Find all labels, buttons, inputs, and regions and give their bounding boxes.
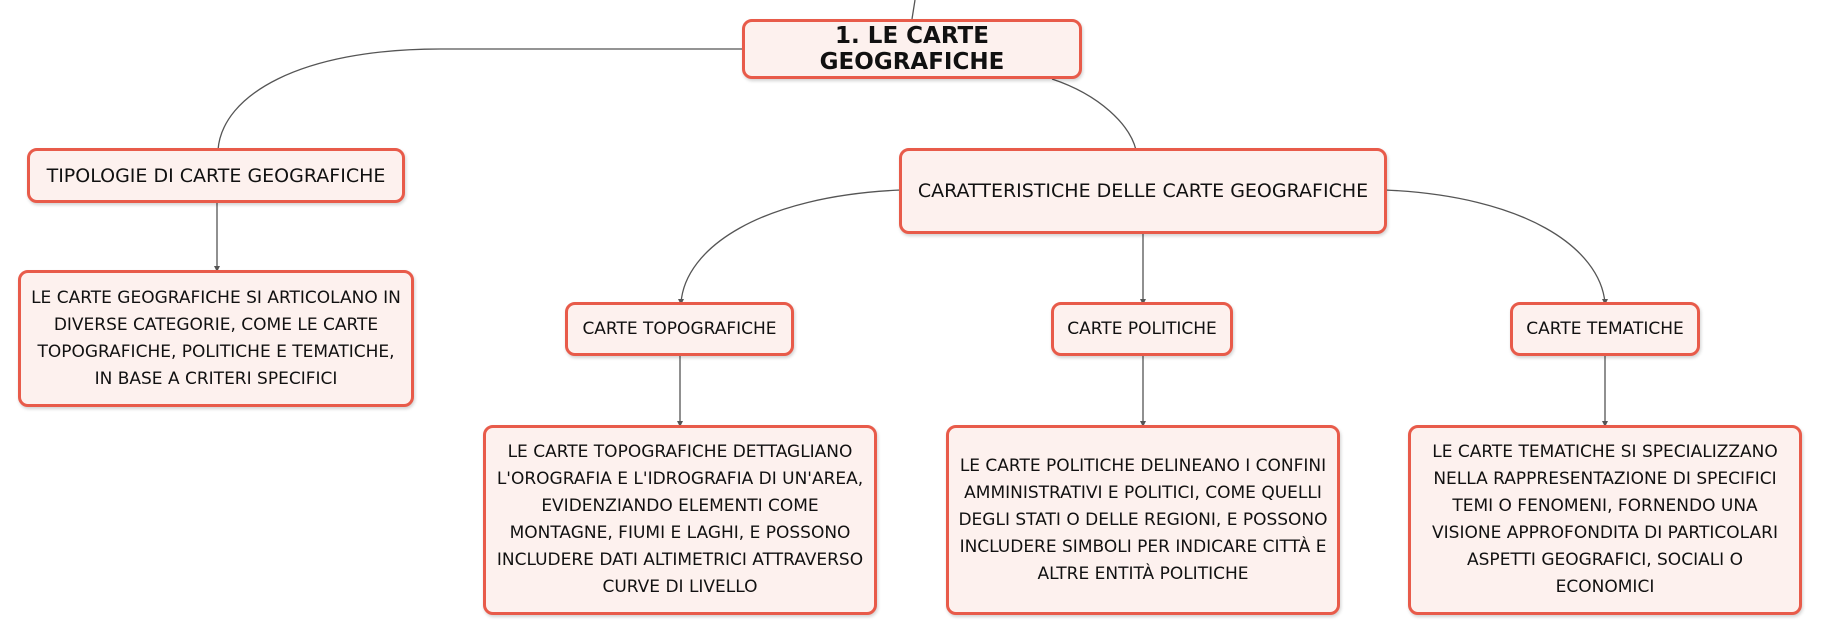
politiche-node[interactable] <box>1051 302 1233 356</box>
politiche-description-node[interactable] <box>946 425 1340 615</box>
topografiche-description: LE CARTE TOPOGRAFICHE DETTAGLIANO L'OROGRAFIA E L'IDROGRAFIA DI UN'AREA, EVIDENZIANDO ELEMENTI COME MONTAGNE, FIUMI E LAGHI, E POSSONO INCLUDERE DATI ALTIMETRICI ATTRAVERSO CURVE DI LIVELLO <box>496 442 864 597</box>
tematiche-node[interactable] <box>1510 302 1700 356</box>
topografiche-title: CARTE TOPOGRAFICHE <box>582 319 777 339</box>
caratteristiche-node[interactable] <box>899 148 1387 234</box>
tipologie-description-node[interactable] <box>18 270 414 407</box>
connector-root-tipologie <box>218 49 742 150</box>
tipologie-node[interactable] <box>27 148 405 203</box>
connector-root-caratteristiche <box>1052 79 1136 150</box>
tipologie-description: LE CARTE GEOGRAFICHE SI ARTICOLANO IN DIVERSE CATEGORIE, COME LE CARTE TOPOGRAFICHE, POLITICHE E TEMATICHE, IN BASE A CRITERI SPECIFICI <box>31 287 401 389</box>
politiche-title: CARTE POLITICHE <box>1067 319 1217 339</box>
topografiche-node[interactable] <box>565 302 794 356</box>
root-node[interactable] <box>742 19 1082 79</box>
caratteristiche-title: CARATTERISTICHE DELLE CARTE GEOGRAFICHE <box>917 180 1369 202</box>
politiche-description: LE CARTE POLITICHE DELINEANO I CONFINI AMMINISTRATIVI E POLITICI, COME QUELLI DEGLI STATI O DELLE REGIONI, E POSSONO INCLUDERE SIMBOLI PER INDICARE CITTÀ E ALTRE ENTITÀ POLITICHE <box>958 455 1328 584</box>
tematiche-title: CARTE TEMATICHE <box>1526 319 1684 339</box>
connector-parent-root <box>912 0 915 19</box>
connector-car-topografiche <box>681 190 901 303</box>
root-title: 1. LE CARTE GEOGRAFICHE <box>819 23 1005 75</box>
tematiche-description: LE CARTE TEMATICHE SI SPECIALIZZANO NELLA RAPPRESENTAZIONE DI SPECIFICI TEMI O FENOMENI, FORNENDO UNA VISIONE APPROFONDITA DI PARTICOLARI ASPETTI GEOGRAFICI, SOCIALI O ECONOMICI <box>1432 442 1778 597</box>
connector-car-tematiche <box>1385 190 1605 303</box>
topografiche-description-node[interactable] <box>483 425 877 615</box>
tematiche-description-node[interactable] <box>1408 425 1802 615</box>
tipologie-title: TIPOLOGIE DI CARTE GEOGRAFICHE <box>46 164 386 187</box>
